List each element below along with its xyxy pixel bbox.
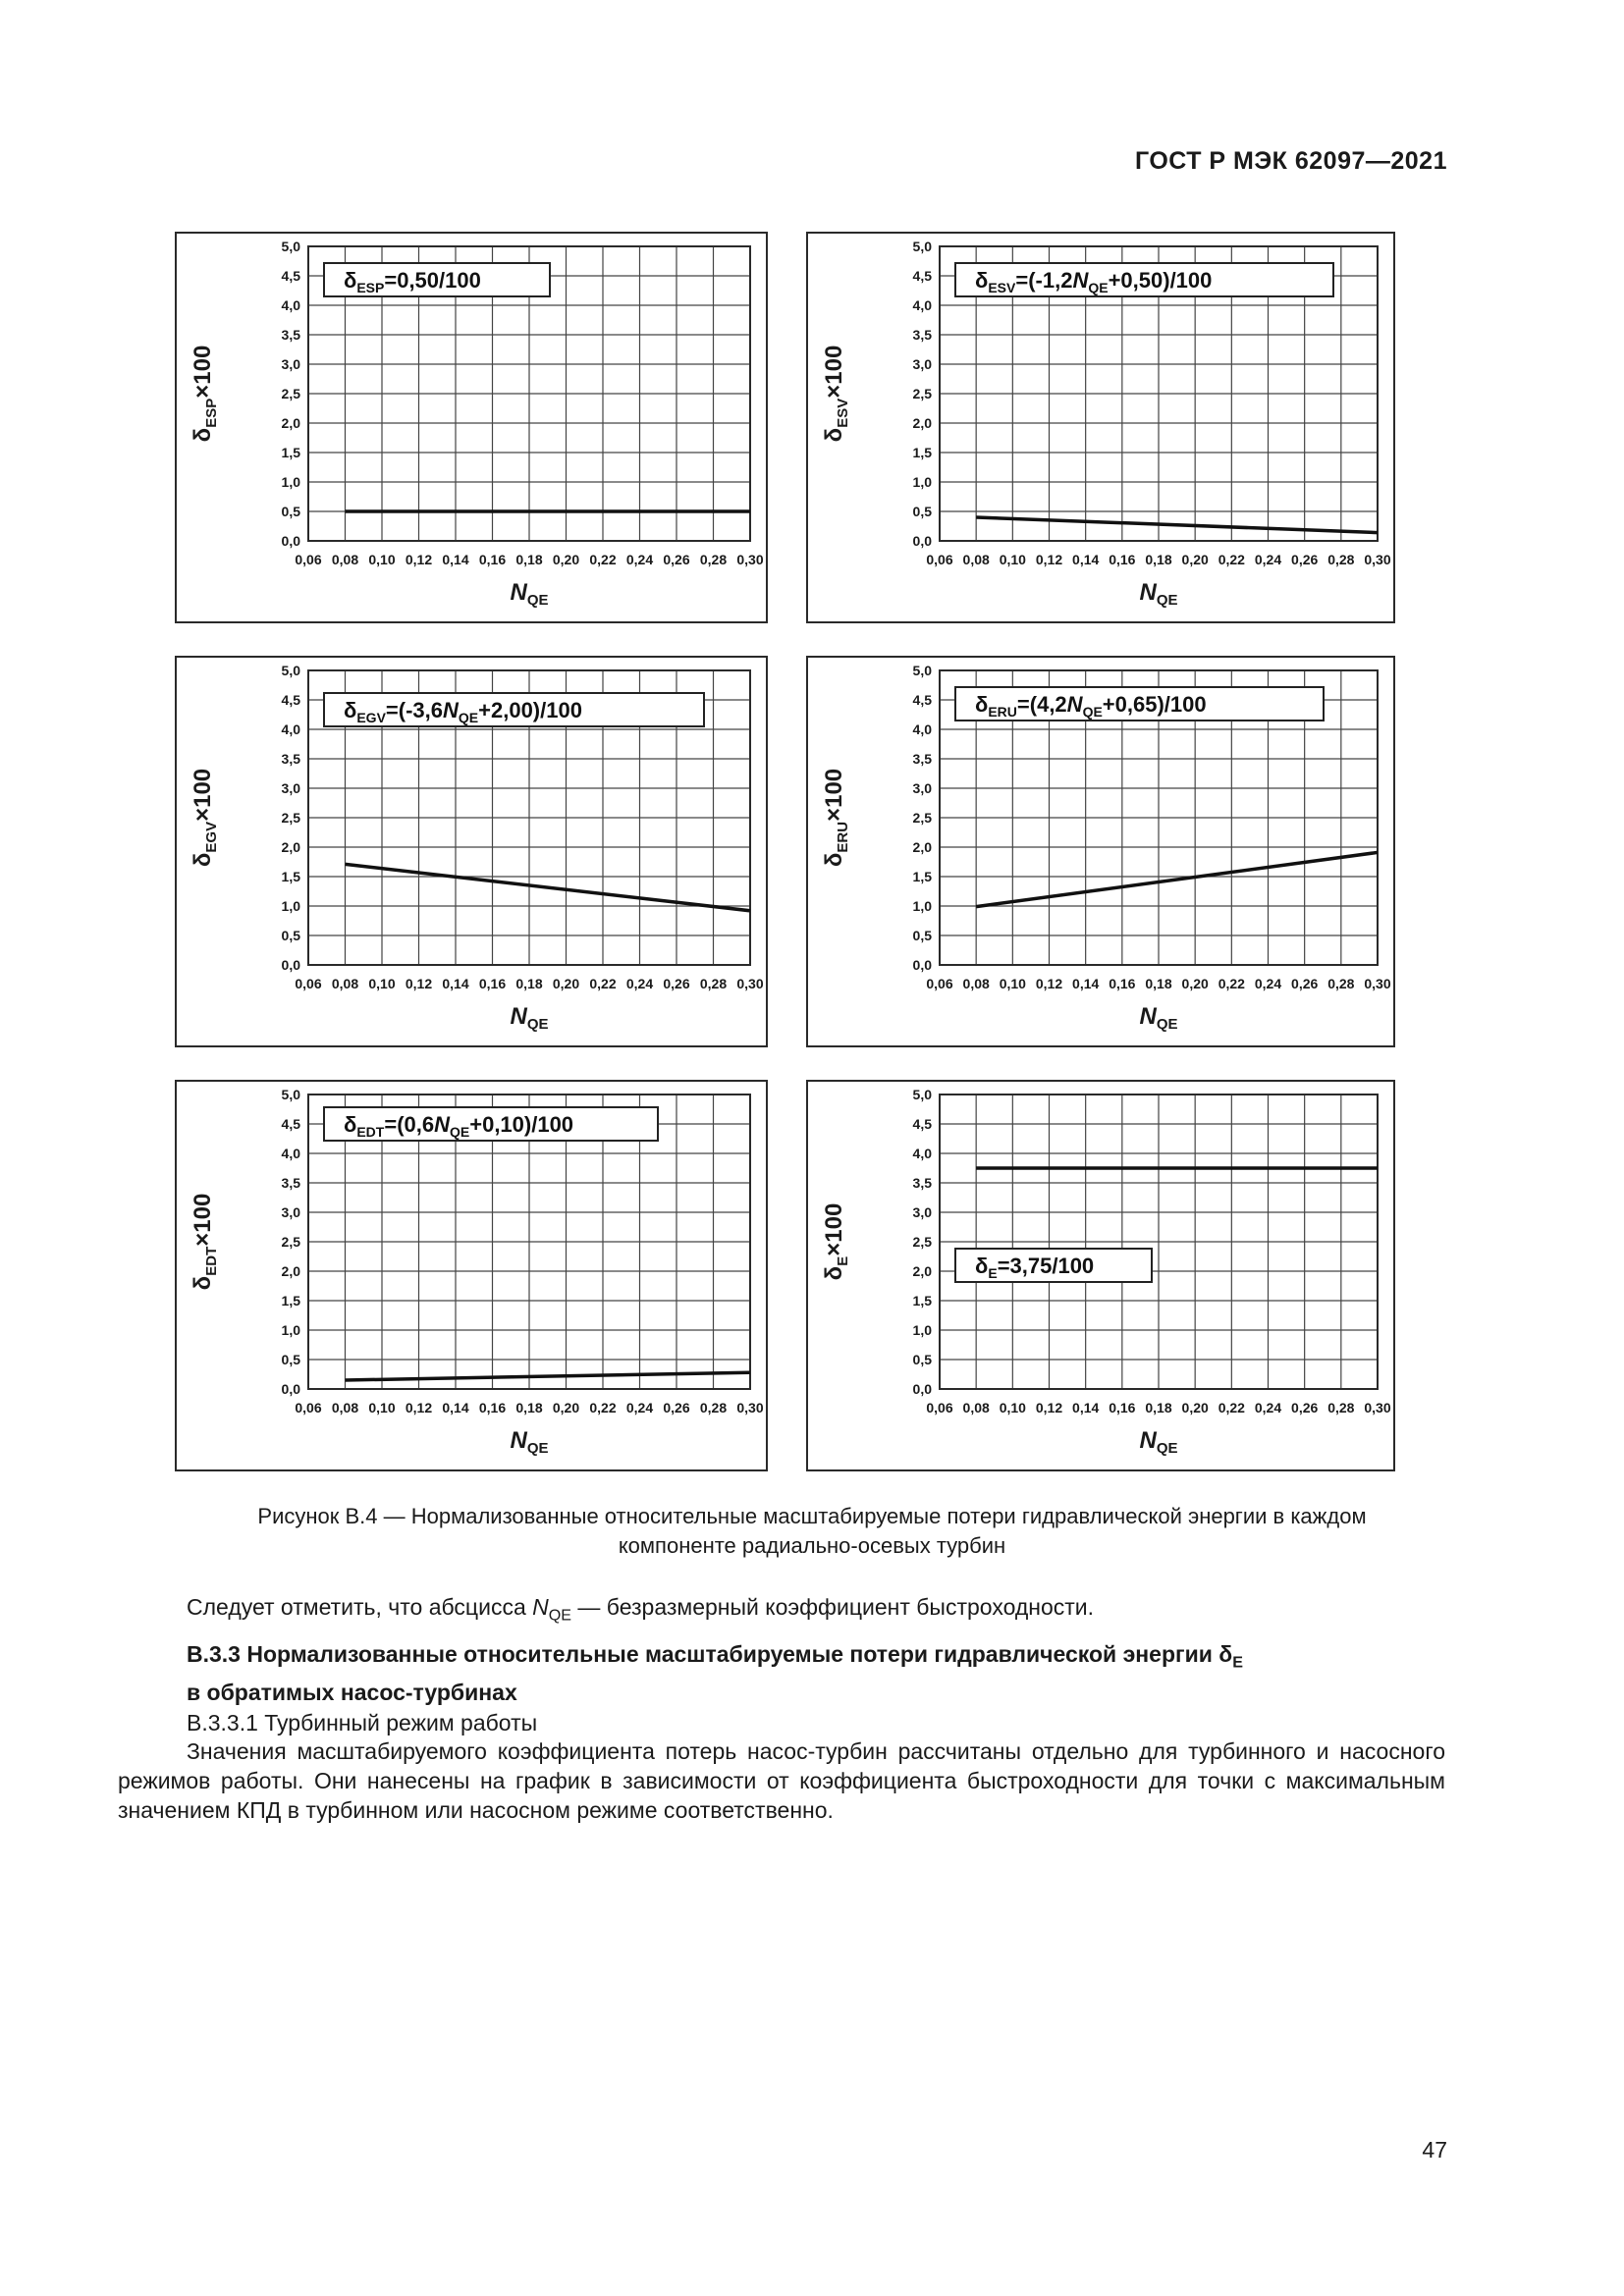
y-tick-label: 3,0 [281, 356, 300, 372]
y-tick-label: 3,5 [912, 1175, 932, 1191]
x-tick-label: 0,24 [625, 976, 654, 991]
x-tick-label: 0,06 [926, 976, 953, 991]
x-tick-label: 0,18 [1145, 976, 1172, 991]
x-tick-label: 0,20 [552, 976, 580, 991]
body-paragraph [118, 1736, 1445, 1825]
y-axis-label-sub: ERU [835, 821, 851, 853]
y-tick-label: 4,0 [281, 1146, 300, 1161]
y-tick-label: 5,0 [912, 663, 932, 678]
y-tick-label: 2,0 [912, 839, 932, 855]
x-axis-label [510, 1003, 548, 1033]
x-tick-label: 0,08 [962, 976, 990, 991]
x-tick-label: 0,08 [962, 552, 990, 567]
x-axis-label-main: N [510, 1427, 527, 1454]
x-tick-label: 0,06 [926, 1400, 953, 1415]
y-tick-label: 1,0 [912, 898, 932, 914]
y-axis-label [821, 346, 851, 443]
y-tick-label: 4,5 [912, 1116, 932, 1132]
chart-panel-edt [175, 1080, 768, 1471]
y-tick-label: 2,0 [912, 415, 932, 431]
y-tick-label: 5,0 [912, 1087, 932, 1102]
series-line [346, 864, 751, 910]
x-tick-label: 0,18 [515, 1400, 543, 1415]
formula-symbol: δ [344, 698, 357, 722]
x-axis-label-main: N [510, 579, 527, 606]
y-axis-label [821, 1203, 851, 1281]
y-tick-label: 2,5 [281, 1234, 300, 1250]
x-tick-label: 0,24 [625, 1400, 654, 1415]
y-axis-label-symbol: δ [821, 427, 847, 443]
subsection-heading: В.3.3.1 Турбинный режим работы [187, 1710, 538, 1735]
y-tick-label: 2,0 [281, 415, 300, 431]
y-axis-label-scale: ×100 [189, 1193, 216, 1247]
x-tick-label: 0,24 [625, 552, 654, 567]
x-tick-label: 0,16 [478, 976, 507, 991]
page-number: 47 [1422, 2137, 1447, 2163]
x-tick-label: 0,06 [295, 976, 322, 991]
formula-rest: +2,00)/100 [478, 698, 582, 722]
y-tick-label: 3,5 [281, 1175, 300, 1191]
formula-sub: E [988, 1265, 998, 1281]
formula-sub: EDT [356, 1124, 385, 1140]
y-axis-label-scale: ×100 [189, 345, 216, 399]
y-tick-label: 3,0 [281, 1204, 300, 1220]
x-tick-label: 0,26 [1291, 1400, 1319, 1415]
x-tick-label: 0,20 [1181, 1400, 1209, 1415]
y-tick-label: 2,5 [281, 810, 300, 826]
formula-symbol: δ [975, 1254, 989, 1278]
x-tick-label: 0,16 [1109, 552, 1136, 567]
section-heading [187, 1639, 1463, 1707]
series-line [976, 517, 1378, 533]
y-tick-label: 0,5 [281, 928, 300, 943]
y-tick-label: 3,5 [912, 327, 932, 343]
x-tick-label: 0,08 [962, 1400, 990, 1415]
y-tick-label: 2,0 [912, 1263, 932, 1279]
x-tick-label: 0,16 [478, 1400, 507, 1415]
y-tick-label: 4,0 [912, 721, 932, 737]
y-axis-label-symbol: δ [821, 1265, 847, 1281]
x-tick-label: 0,30 [1364, 1400, 1391, 1415]
formula-rest: =(4,2 [1016, 692, 1067, 717]
x-tick-label: 0,16 [478, 552, 507, 567]
formula-n: N [1066, 692, 1083, 717]
formula-rest: =(-3,6 [385, 698, 444, 722]
note-before: Следует отметить, что абсцисса [187, 1594, 533, 1620]
y-tick-label: 1,5 [281, 869, 300, 884]
x-tick-label: 0,26 [1291, 976, 1319, 991]
x-axis-label-sub: QE [1156, 592, 1178, 609]
series-line [976, 852, 1378, 906]
x-tick-label: 0,14 [442, 552, 469, 567]
x-axis-label [1139, 1427, 1177, 1457]
formula-rest: =3,75/100 [997, 1254, 1095, 1278]
formula-symbol: δ [975, 268, 989, 293]
x-tick-label: 0,22 [1218, 1400, 1245, 1415]
y-axis-label-symbol: δ [189, 852, 216, 868]
x-tick-label: 0,06 [926, 552, 953, 567]
x-tick-label: 0,06 [295, 552, 322, 567]
formula-qe: QE [1088, 280, 1109, 295]
y-tick-label: 3,5 [281, 327, 300, 343]
x-tick-label: 0,14 [442, 976, 469, 991]
x-tick-label: 0,14 [442, 1400, 469, 1415]
y-axis-label-symbol: δ [189, 1275, 216, 1291]
x-tick-label: 0,26 [663, 552, 690, 567]
formula-sub: ERU [988, 704, 1017, 720]
y-axis-label-sub: E [835, 1255, 851, 1266]
x-axis-label-sub: QE [526, 1440, 549, 1457]
y-axis-label-sub: ESV [835, 398, 851, 428]
y-axis-label-sub: ESP [203, 398, 220, 428]
y-axis-label-sub: EGV [203, 821, 220, 853]
chart-svg [808, 1082, 1393, 1469]
y-tick-label: 2,5 [912, 1234, 932, 1250]
y-axis-label [189, 769, 220, 867]
x-tick-label: 0,10 [368, 1400, 396, 1415]
chart-svg [177, 658, 766, 1045]
x-tick-label: 0,12 [1035, 976, 1063, 991]
x-tick-label: 0,10 [999, 1400, 1026, 1415]
y-axis-label-sub: EDT [203, 1246, 220, 1276]
x-tick-label: 0,14 [1072, 552, 1100, 567]
formula-rest: =(-1,2 [1015, 268, 1073, 293]
y-tick-label: 1,0 [281, 898, 300, 914]
x-axis-label-sub: QE [526, 1016, 549, 1033]
note-after: — безразмерный коэффициент быстроходности. [571, 1594, 1095, 1620]
y-tick-label: 0,0 [281, 957, 300, 973]
formula-rest: =(0,6 [384, 1112, 435, 1137]
y-tick-label: 2,0 [281, 1263, 300, 1279]
x-tick-label: 0,30 [736, 1400, 764, 1415]
formula-rest: +0,10)/100 [469, 1112, 574, 1137]
x-tick-label: 0,08 [331, 976, 359, 991]
x-tick-label: 0,18 [1145, 552, 1172, 567]
y-tick-label: 5,0 [281, 663, 300, 678]
x-tick-label: 0,20 [1181, 552, 1209, 567]
x-tick-label: 0,18 [1145, 1400, 1172, 1415]
y-tick-label: 1,0 [281, 1322, 300, 1338]
x-axis-label [510, 1427, 548, 1457]
x-axis-label-sub: QE [526, 592, 549, 609]
x-axis-label-main: N [1139, 1427, 1157, 1454]
chart-svg [808, 658, 1393, 1045]
x-tick-label: 0,12 [405, 552, 433, 567]
abscissa-note [187, 1592, 1463, 1630]
y-tick-label: 5,0 [281, 239, 300, 254]
x-tick-label: 0,26 [663, 1400, 690, 1415]
x-tick-label: 0,26 [1291, 552, 1319, 567]
y-tick-label: 0,5 [912, 1352, 932, 1367]
formula-symbol: δ [344, 1112, 357, 1137]
x-tick-label: 0,28 [1327, 976, 1355, 991]
y-tick-label: 1,0 [912, 474, 932, 490]
x-axis-label [510, 579, 548, 609]
y-tick-label: 4,5 [281, 1116, 300, 1132]
formula-qe: QE [1082, 704, 1103, 720]
x-tick-label: 0,20 [1181, 976, 1209, 991]
document-header: ГОСТ Р МЭК 62097—2021 [1134, 147, 1447, 175]
y-tick-label: 4,0 [281, 297, 300, 313]
y-axis-label [189, 1194, 220, 1291]
y-tick-label: 5,0 [281, 1087, 300, 1102]
y-tick-label: 4,0 [912, 1146, 932, 1161]
formula-n: N [434, 1112, 450, 1137]
y-tick-label: 2,0 [281, 839, 300, 855]
formula-symbol: δ [344, 268, 357, 293]
y-tick-label: 1,5 [281, 445, 300, 460]
y-tick-label: 3,5 [281, 751, 300, 767]
x-tick-label: 0,22 [1218, 976, 1245, 991]
chart-svg [177, 1082, 766, 1469]
x-tick-label: 0,26 [663, 976, 690, 991]
y-tick-label: 4,0 [912, 297, 932, 313]
formula-qe: QE [458, 710, 479, 725]
y-tick-label: 4,5 [912, 268, 932, 284]
section-title-line-1: В.3.3 Нормализованные относительные масштабируемые потери гидравлической энергии δ [187, 1641, 1233, 1667]
x-tick-label: 0,24 [1254, 552, 1282, 567]
y-tick-label: 3,0 [912, 780, 932, 796]
formula-rest: +0,65)/100 [1102, 692, 1207, 717]
chart-panel-egv [175, 656, 768, 1047]
formula-sub: EGV [356, 710, 386, 725]
x-tick-label: 0,28 [1327, 1400, 1355, 1415]
y-tick-label: 4,5 [912, 692, 932, 708]
figure-caption [118, 1502, 1506, 1561]
caption-line-1: Рисунок В.4 — Нормализованные относительные масштабируемые потери гидравлической энергии в каждом [257, 1504, 1367, 1528]
y-tick-label: 0,5 [281, 504, 300, 519]
series-line [346, 1372, 751, 1380]
y-tick-label: 0,5 [912, 928, 932, 943]
chart-panel-e [806, 1080, 1395, 1471]
y-tick-label: 0,0 [912, 533, 932, 549]
y-axis-label-scale: ×100 [821, 1202, 847, 1256]
note-variable-sub: QE [548, 1606, 572, 1625]
formula-qe: QE [450, 1124, 470, 1140]
y-axis-label [189, 346, 220, 443]
chart-panel-esp [175, 232, 768, 623]
y-tick-label: 2,5 [281, 386, 300, 401]
formula-rest: =0,50/100 [384, 268, 481, 293]
formula-sub: ESP [356, 280, 385, 295]
y-axis-label-symbol: δ [189, 427, 216, 443]
x-tick-label: 0,14 [1072, 1400, 1100, 1415]
x-tick-label: 0,22 [1218, 552, 1245, 567]
x-tick-label: 0,06 [295, 1400, 322, 1415]
y-axis-label-scale: ×100 [821, 345, 847, 399]
x-tick-label: 0,30 [1364, 976, 1391, 991]
y-tick-label: 1,5 [912, 869, 932, 884]
y-tick-label: 1,5 [912, 445, 932, 460]
y-tick-label: 4,0 [281, 721, 300, 737]
y-tick-label: 5,0 [912, 239, 932, 254]
note-variable: N [532, 1594, 549, 1620]
y-tick-label: 2,5 [912, 810, 932, 826]
x-tick-label: 0,24 [1254, 1400, 1282, 1415]
formula-sub: ESV [988, 280, 1016, 295]
x-tick-label: 0,22 [589, 552, 617, 567]
caption-line-2: компоненте радиально-осевых турбин [618, 1533, 1006, 1558]
x-tick-label: 0,28 [1327, 552, 1355, 567]
y-tick-label: 4,5 [281, 268, 300, 284]
x-tick-label: 0,18 [515, 552, 543, 567]
x-tick-label: 0,16 [1109, 976, 1136, 991]
formula-rest: +0,50)/100 [1108, 268, 1213, 293]
x-tick-label: 0,28 [699, 1400, 728, 1415]
x-axis-label-main: N [1139, 1003, 1157, 1030]
x-tick-label: 0,28 [699, 552, 728, 567]
y-tick-label: 0,0 [281, 1381, 300, 1397]
x-tick-label: 0,08 [331, 1400, 359, 1415]
x-tick-label: 0,12 [1035, 552, 1063, 567]
formula-n: N [443, 698, 459, 722]
x-axis-label-main: N [1139, 579, 1157, 606]
x-tick-label: 0,10 [999, 552, 1026, 567]
y-axis-label-symbol: δ [821, 852, 847, 868]
y-tick-label: 3,5 [912, 751, 932, 767]
x-tick-label: 0,22 [589, 1400, 617, 1415]
x-tick-label: 0,30 [1364, 552, 1391, 567]
y-tick-label: 0,0 [912, 1381, 932, 1397]
section-title-sub: E [1232, 1653, 1243, 1672]
y-tick-label: 3,0 [912, 356, 932, 372]
x-tick-label: 0,18 [515, 976, 543, 991]
x-tick-label: 0,12 [405, 1400, 433, 1415]
y-tick-label: 4,5 [281, 692, 300, 708]
x-axis-label [1139, 579, 1177, 609]
x-tick-label: 0,22 [589, 976, 617, 991]
chart-svg [177, 234, 766, 621]
x-axis-label-sub: QE [1156, 1440, 1178, 1457]
x-tick-label: 0,08 [331, 552, 359, 567]
y-tick-label: 2,5 [912, 386, 932, 401]
x-axis-label [1139, 1003, 1177, 1033]
x-tick-label: 0,20 [552, 552, 580, 567]
y-tick-label: 1,0 [912, 1322, 932, 1338]
y-axis-label-scale: ×100 [189, 768, 216, 822]
x-tick-label: 0,24 [1254, 976, 1282, 991]
y-tick-label: 3,0 [912, 1204, 932, 1220]
x-tick-label: 0,20 [552, 1400, 580, 1415]
x-tick-label: 0,12 [405, 976, 433, 991]
x-tick-label: 0,10 [999, 976, 1026, 991]
section-title-line-2: в обратимых насос-турбинах [187, 1679, 517, 1705]
x-tick-label: 0,30 [736, 976, 764, 991]
y-tick-label: 3,0 [281, 780, 300, 796]
y-tick-label: 0,0 [281, 533, 300, 549]
formula-n: N [1072, 268, 1089, 293]
y-tick-label: 0,0 [912, 957, 932, 973]
y-tick-label: 1,5 [912, 1293, 932, 1308]
y-tick-label: 0,5 [281, 1352, 300, 1367]
x-tick-label: 0,14 [1072, 976, 1100, 991]
x-tick-label: 0,10 [368, 552, 396, 567]
chart-panel-esv [806, 232, 1395, 623]
x-tick-label: 0,10 [368, 976, 396, 991]
chart-panel-eru [806, 656, 1395, 1047]
x-tick-label: 0,28 [699, 976, 728, 991]
y-tick-label: 1,5 [281, 1293, 300, 1308]
body-paragraph-text: Значения масштабируемого коэффициента потерь насос-турбин рассчитаны отдельно для турбинного и насосного режимов работы. Они нанесены на график в зависимости от коэффициента быстроходности для точки с максимальным значением КПД в турбинном или насосном режиме соответственно. [118, 1738, 1445, 1823]
x-tick-label: 0,16 [1109, 1400, 1136, 1415]
x-axis-label-sub: QE [1156, 1016, 1178, 1033]
x-tick-label: 0,30 [736, 552, 764, 567]
y-tick-label: 1,0 [281, 474, 300, 490]
y-tick-label: 0,5 [912, 504, 932, 519]
chart-svg [808, 234, 1393, 621]
y-axis-label-scale: ×100 [821, 768, 847, 822]
x-tick-label: 0,12 [1035, 1400, 1063, 1415]
x-axis-label-main: N [510, 1003, 527, 1030]
formula-symbol: δ [975, 692, 989, 717]
y-axis-label [821, 769, 851, 867]
